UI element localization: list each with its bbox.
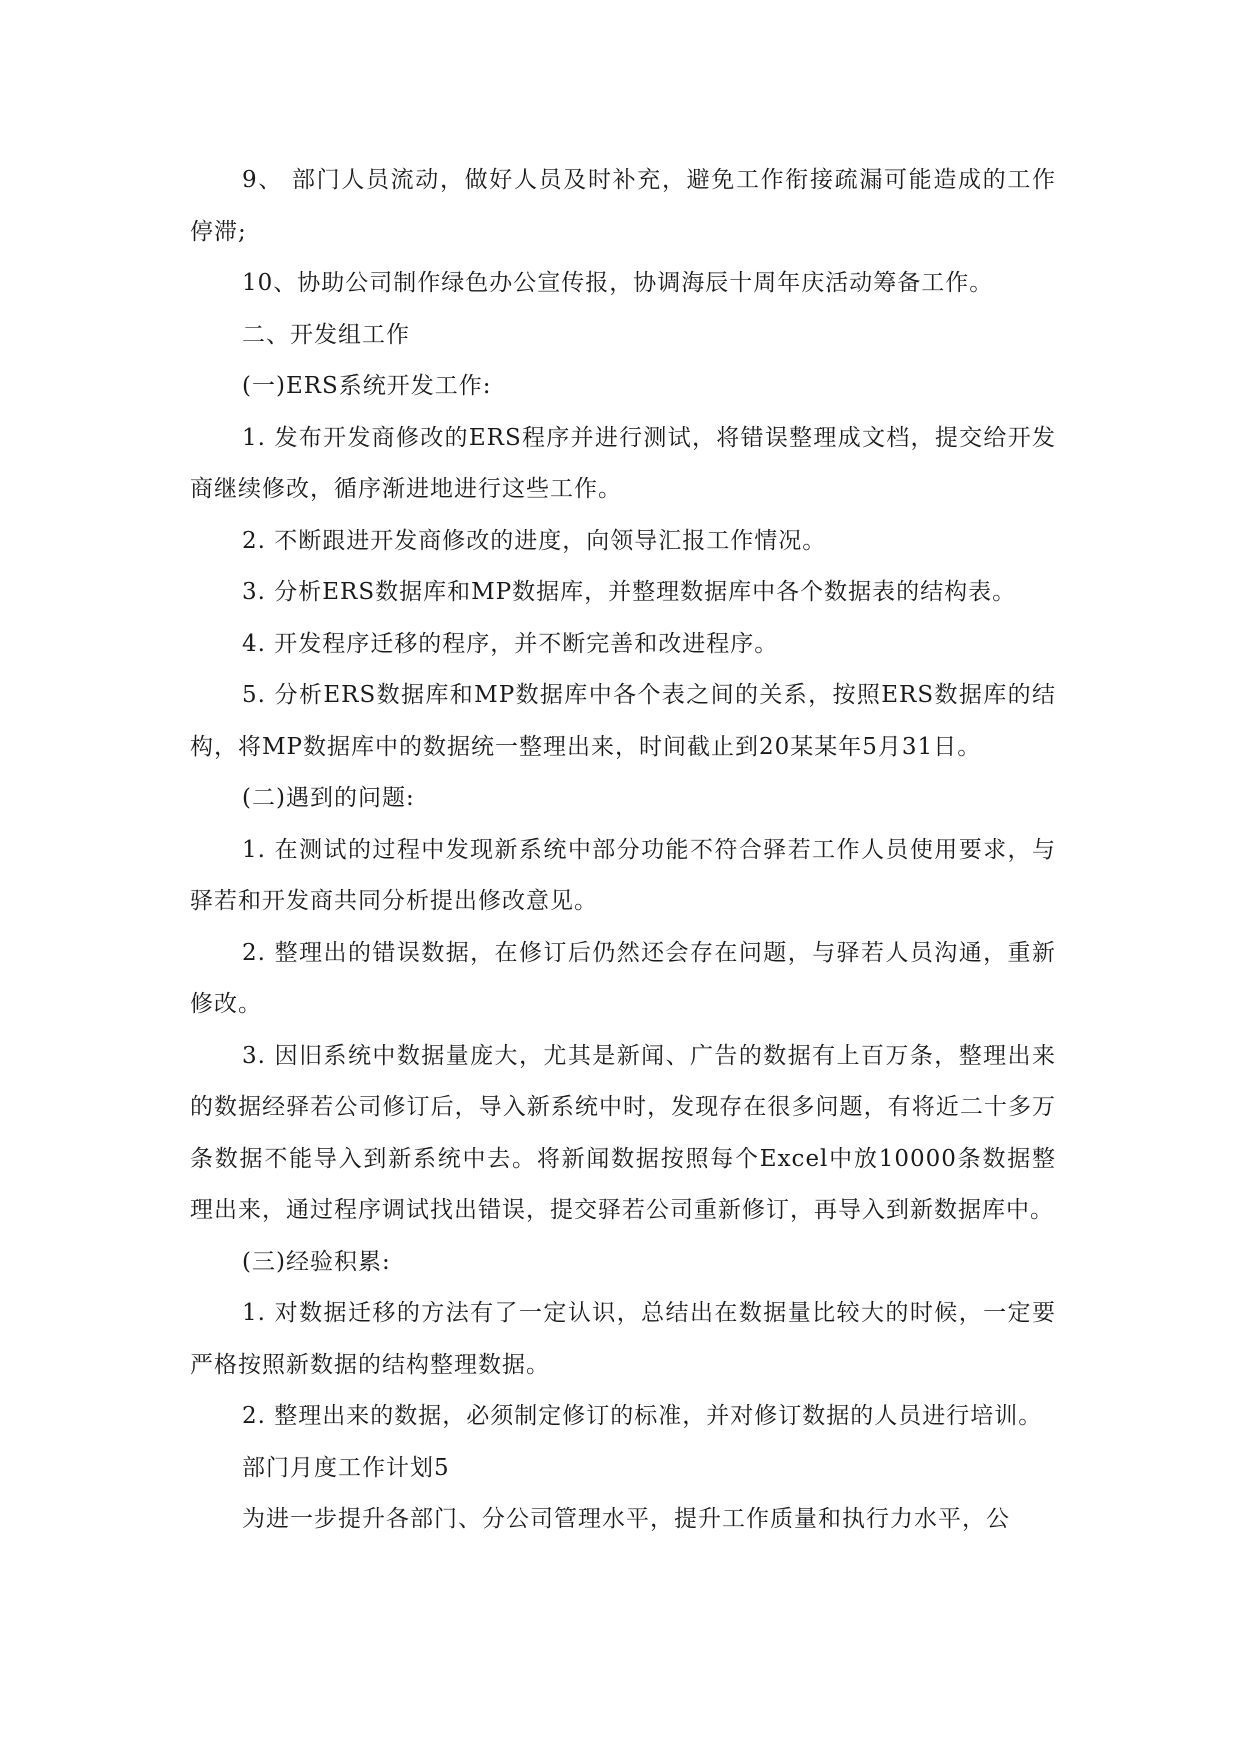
section-heading-dev-group: 二、开发组工作 xyxy=(242,321,410,348)
list-item: 3. 分析ERS数据库和MP数据库，并整理数据库中各个数据表的结构表。 xyxy=(242,579,1017,605)
list-item: 2. 不断跟进开发商修改的进度，向领导汇报工作情况。 xyxy=(242,527,827,554)
subsection-heading-ers: (一)ERS系统开发工作: xyxy=(242,373,492,399)
list-item: 1. 对数据迁移的方法有了一定认识，总结出在数据量比较大的时候，一定要严格按照新数据的结构整理数据。 xyxy=(190,1300,1056,1378)
document-page xyxy=(190,155,1056,1546)
list-item: 5. 分析ERS数据库和MP数据库中各个表之间的关系，按照ERS数据库的结构，将MP数据库中的数据统一整理出来，时间截止到20某某年5月31日。 xyxy=(190,682,1056,760)
list-item: 4. 开发程序迁移的程序，并不断完善和改进程序。 xyxy=(242,630,779,657)
subsection-heading-experience: (三)经验积累: xyxy=(242,1248,391,1275)
list-item: 2. 整理出的错误数据，在修订后仍然还会存在问题，与驿若人员沟通，重新修改。 xyxy=(190,939,1056,1017)
list-item: 1. 发布开发商修改的ERS程序并进行测试，将错误整理成文档，提交给开发商继续修改，循序渐进地进行这些工作。 xyxy=(190,424,1056,502)
list-item: 2. 整理出来的数据，必须制定修订的标准，并对修订数据的人员进行培训。 xyxy=(242,1403,1043,1429)
body-paragraph: 为进一步提升各部门、分公司管理水平，提升工作质量和执行力水平，公 xyxy=(242,1506,1010,1532)
subsection-heading-problems: (二)遇到的问题: xyxy=(242,785,415,811)
list-item: 3. 因旧系统中数据量庞大，尤其是新闻、广告的数据有上百万条，整理出来的数据经驿若公司修订后，导入新系统中时，发现存在很多问题，有将近二十多万条数据不能导入到新系统中去。将新闻数据按照每个Excel中放10000条数据整理出来，通过程序调试找出错误，提交驿若公司重新修订，再导入到新数据库中。 xyxy=(190,1042,1056,1223)
section-title-plan-5: 部门月度工作计划5 xyxy=(242,1454,450,1481)
list-item: 1. 在测试的过程中发现新系统中部分功能不符合驿若工作人员使用要求，与驿若和开发商共同分析提出修改意见。 xyxy=(190,836,1056,914)
paragraph-item-10: 10、协助公司制作绿色办公宣传报，协调海辰十周年庆活动筹备工作。 xyxy=(242,270,994,296)
paragraph-item-9: 9、 部门人员流动，做好人员及时补充，避免工作衔接疏漏可能造成的工作停滞; xyxy=(190,167,1056,245)
